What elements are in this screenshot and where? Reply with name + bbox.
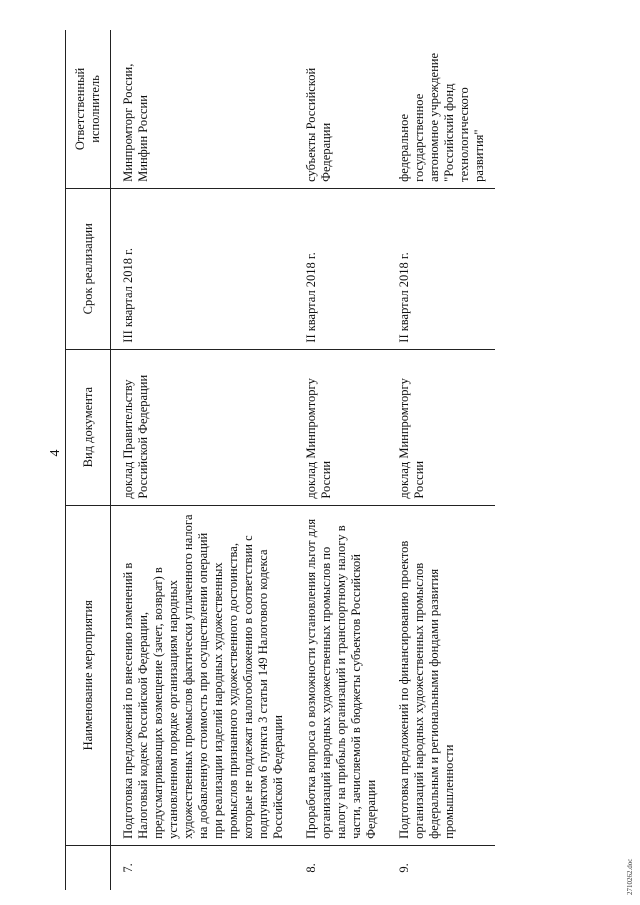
footer-filename: 2710262.doc [626,858,634,895]
action-plan-table [65,30,495,890]
row-term: III квартал 2018 г. [111,188,295,349]
row-document: доклад Минпромторгу России [294,349,387,505]
table-row [111,30,295,890]
header-name: Наименование мероприятия [66,505,111,845]
row-term: II квартал 2018 г. [387,188,495,349]
row-number: 8. [304,863,318,873]
table-header-row [66,30,111,890]
row-name: Подготовка предложений по внесению изменений в Налоговый кодекс Российской Федерации, предусматривающих возмещение (зачет, возврат) в установленном порядке организациям народных художественных промыслов фактически уплаченного налога на добавленную стоимость при осуществлении операций при реализации изделий народных художественных промыслов признанного художественного достоинства, которые не подлежат налогообложению в соответствии с подпунктом 6 пункта 3 статьи 149 Налогового кодекса Российской Федерации [111,505,295,845]
row-number: 7. [121,863,135,873]
row-executor: Минпромторг России, Минфин России [111,30,295,188]
header-number [66,845,111,890]
page-number: 4 [48,449,63,457]
table-row [387,30,495,890]
header-document: Вид документа [66,349,111,505]
header-executor: Ответственный исполнитель [66,30,111,188]
row-document: доклад Правительству Российской Федерации [111,349,295,505]
row-name: Проработка вопроса о возможности установления льгот для организаций народных художественных промыслов по налогу на прибыль организаций и транспортному налогу в части, зачисляемой в бюджеты субъектов Российской Федерации [294,505,387,845]
row-executor: федеральное государственное автономное учреждение "Российский фонд технологического развития" [387,30,495,188]
row-executor: субъекты Российской Федерации [294,30,387,188]
header-term: Срок реализации [66,188,111,349]
row-number: 9. [397,863,411,873]
row-term: II квартал 2018 г. [294,188,387,349]
row-name: Подготовка предложений по финансированию проектов организаций народных художественных промыслов федеральным и региональными фондами развития промышленности [387,505,495,845]
table-row [294,30,387,890]
row-document: доклад Минпромторгу России [387,349,495,505]
